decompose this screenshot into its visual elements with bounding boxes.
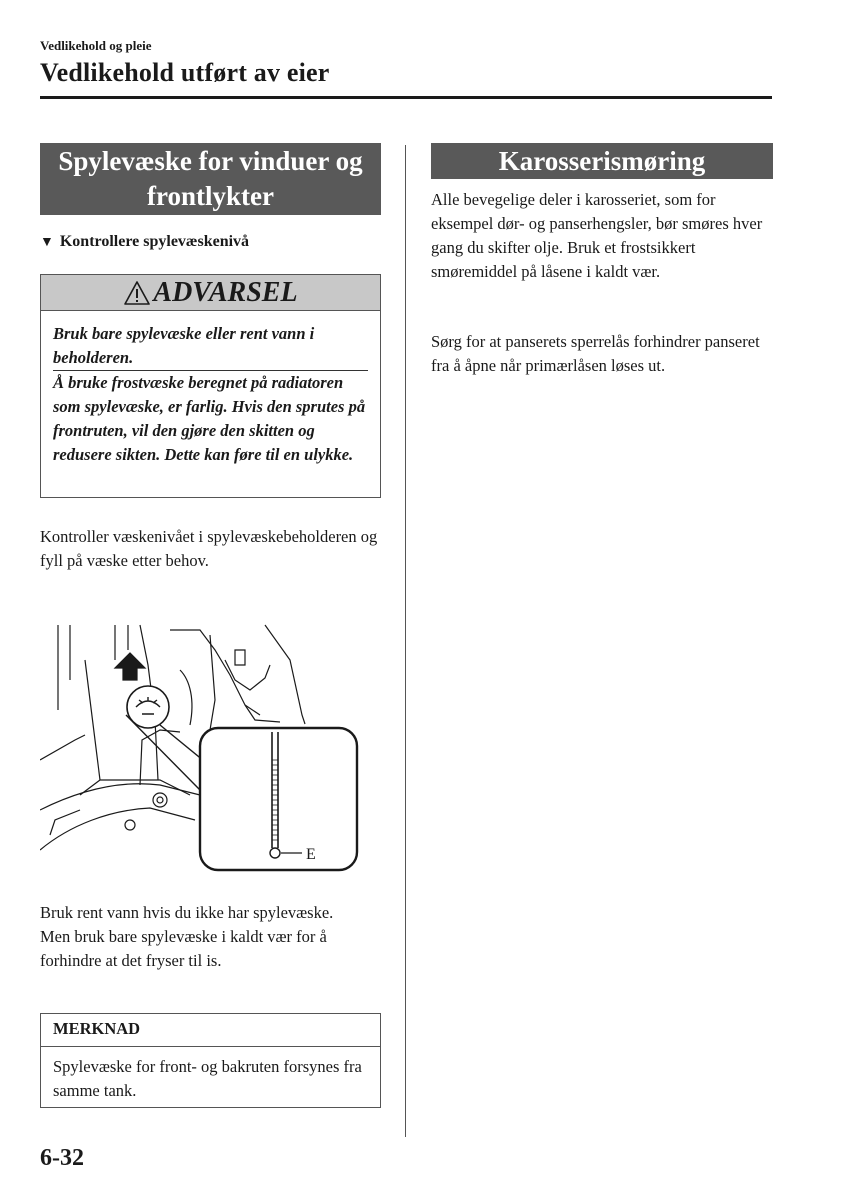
title-rule xyxy=(40,96,772,99)
warning-text: Å bruke frostvæske beregnet på radiatoren som spylevæske, er farlig. Hvis den sprutes på frontruten, vil den gjøre den skitten og redusere sikten. Dette kan føre til en ulykke. xyxy=(53,373,366,464)
clean-water-text-2: Men bruk bare spylevæske i kaldt vær for å forhindre at det fryser til is. xyxy=(40,927,327,970)
lubrication-paragraph-2: Sørg for at panserets sperrelås forhindrer panseret fra å åpne når primærlåsen løses ut. xyxy=(431,332,760,375)
triangle-down-icon: ▼ xyxy=(40,235,54,250)
empty-level-label: E xyxy=(306,846,316,863)
section-heading-washer-fluid: Spylevæske for vinduer og frontlykter xyxy=(40,143,381,215)
subheading-label: Kontrollere spylevæskenivå xyxy=(59,233,250,250)
column-divider xyxy=(405,145,406,1137)
note-box xyxy=(40,1013,381,1108)
warning-box xyxy=(40,274,381,498)
section-heading-body-lubrication: Karosserismøring xyxy=(431,143,773,179)
page-title: Vedlikehold utført av eier xyxy=(40,58,330,87)
warning-first-sentence: Bruk bare spylevæske eller rent vann i beholderen. xyxy=(53,322,368,371)
check-level-text: Kontroller væskenivået i spylevæskebeholderen og fyll på væske etter behov. xyxy=(40,527,378,570)
lubrication-paragraph-1: Alle bevegelige deler i karosseriet, som for eksempel dør- og panserhengsler, bør smøres hver gang du skifter olje. Bruk et frostsikkert smøremiddel på låsene i kaldt vær. xyxy=(431,190,763,281)
clean-water-text-1: Bruk rent vann hvis du ikke har spylevæske. xyxy=(40,903,334,922)
warning-triangle-icon xyxy=(123,280,151,306)
washer-reservoir-illustration xyxy=(40,620,362,875)
warning-title: ADVARSEL xyxy=(153,276,298,308)
warning-header xyxy=(41,275,380,311)
page-number: 6-32 xyxy=(40,1145,84,1171)
warning-body xyxy=(41,311,380,467)
clean-water-text xyxy=(40,901,381,973)
subheading-check-level xyxy=(40,233,249,251)
breadcrumb: Vedlikehold og pleie xyxy=(40,38,152,53)
note-body: Spylevæske for front- og bakruten forsynes fra samme tank. xyxy=(53,1057,362,1100)
note-title: MERKNAD xyxy=(41,1014,380,1047)
